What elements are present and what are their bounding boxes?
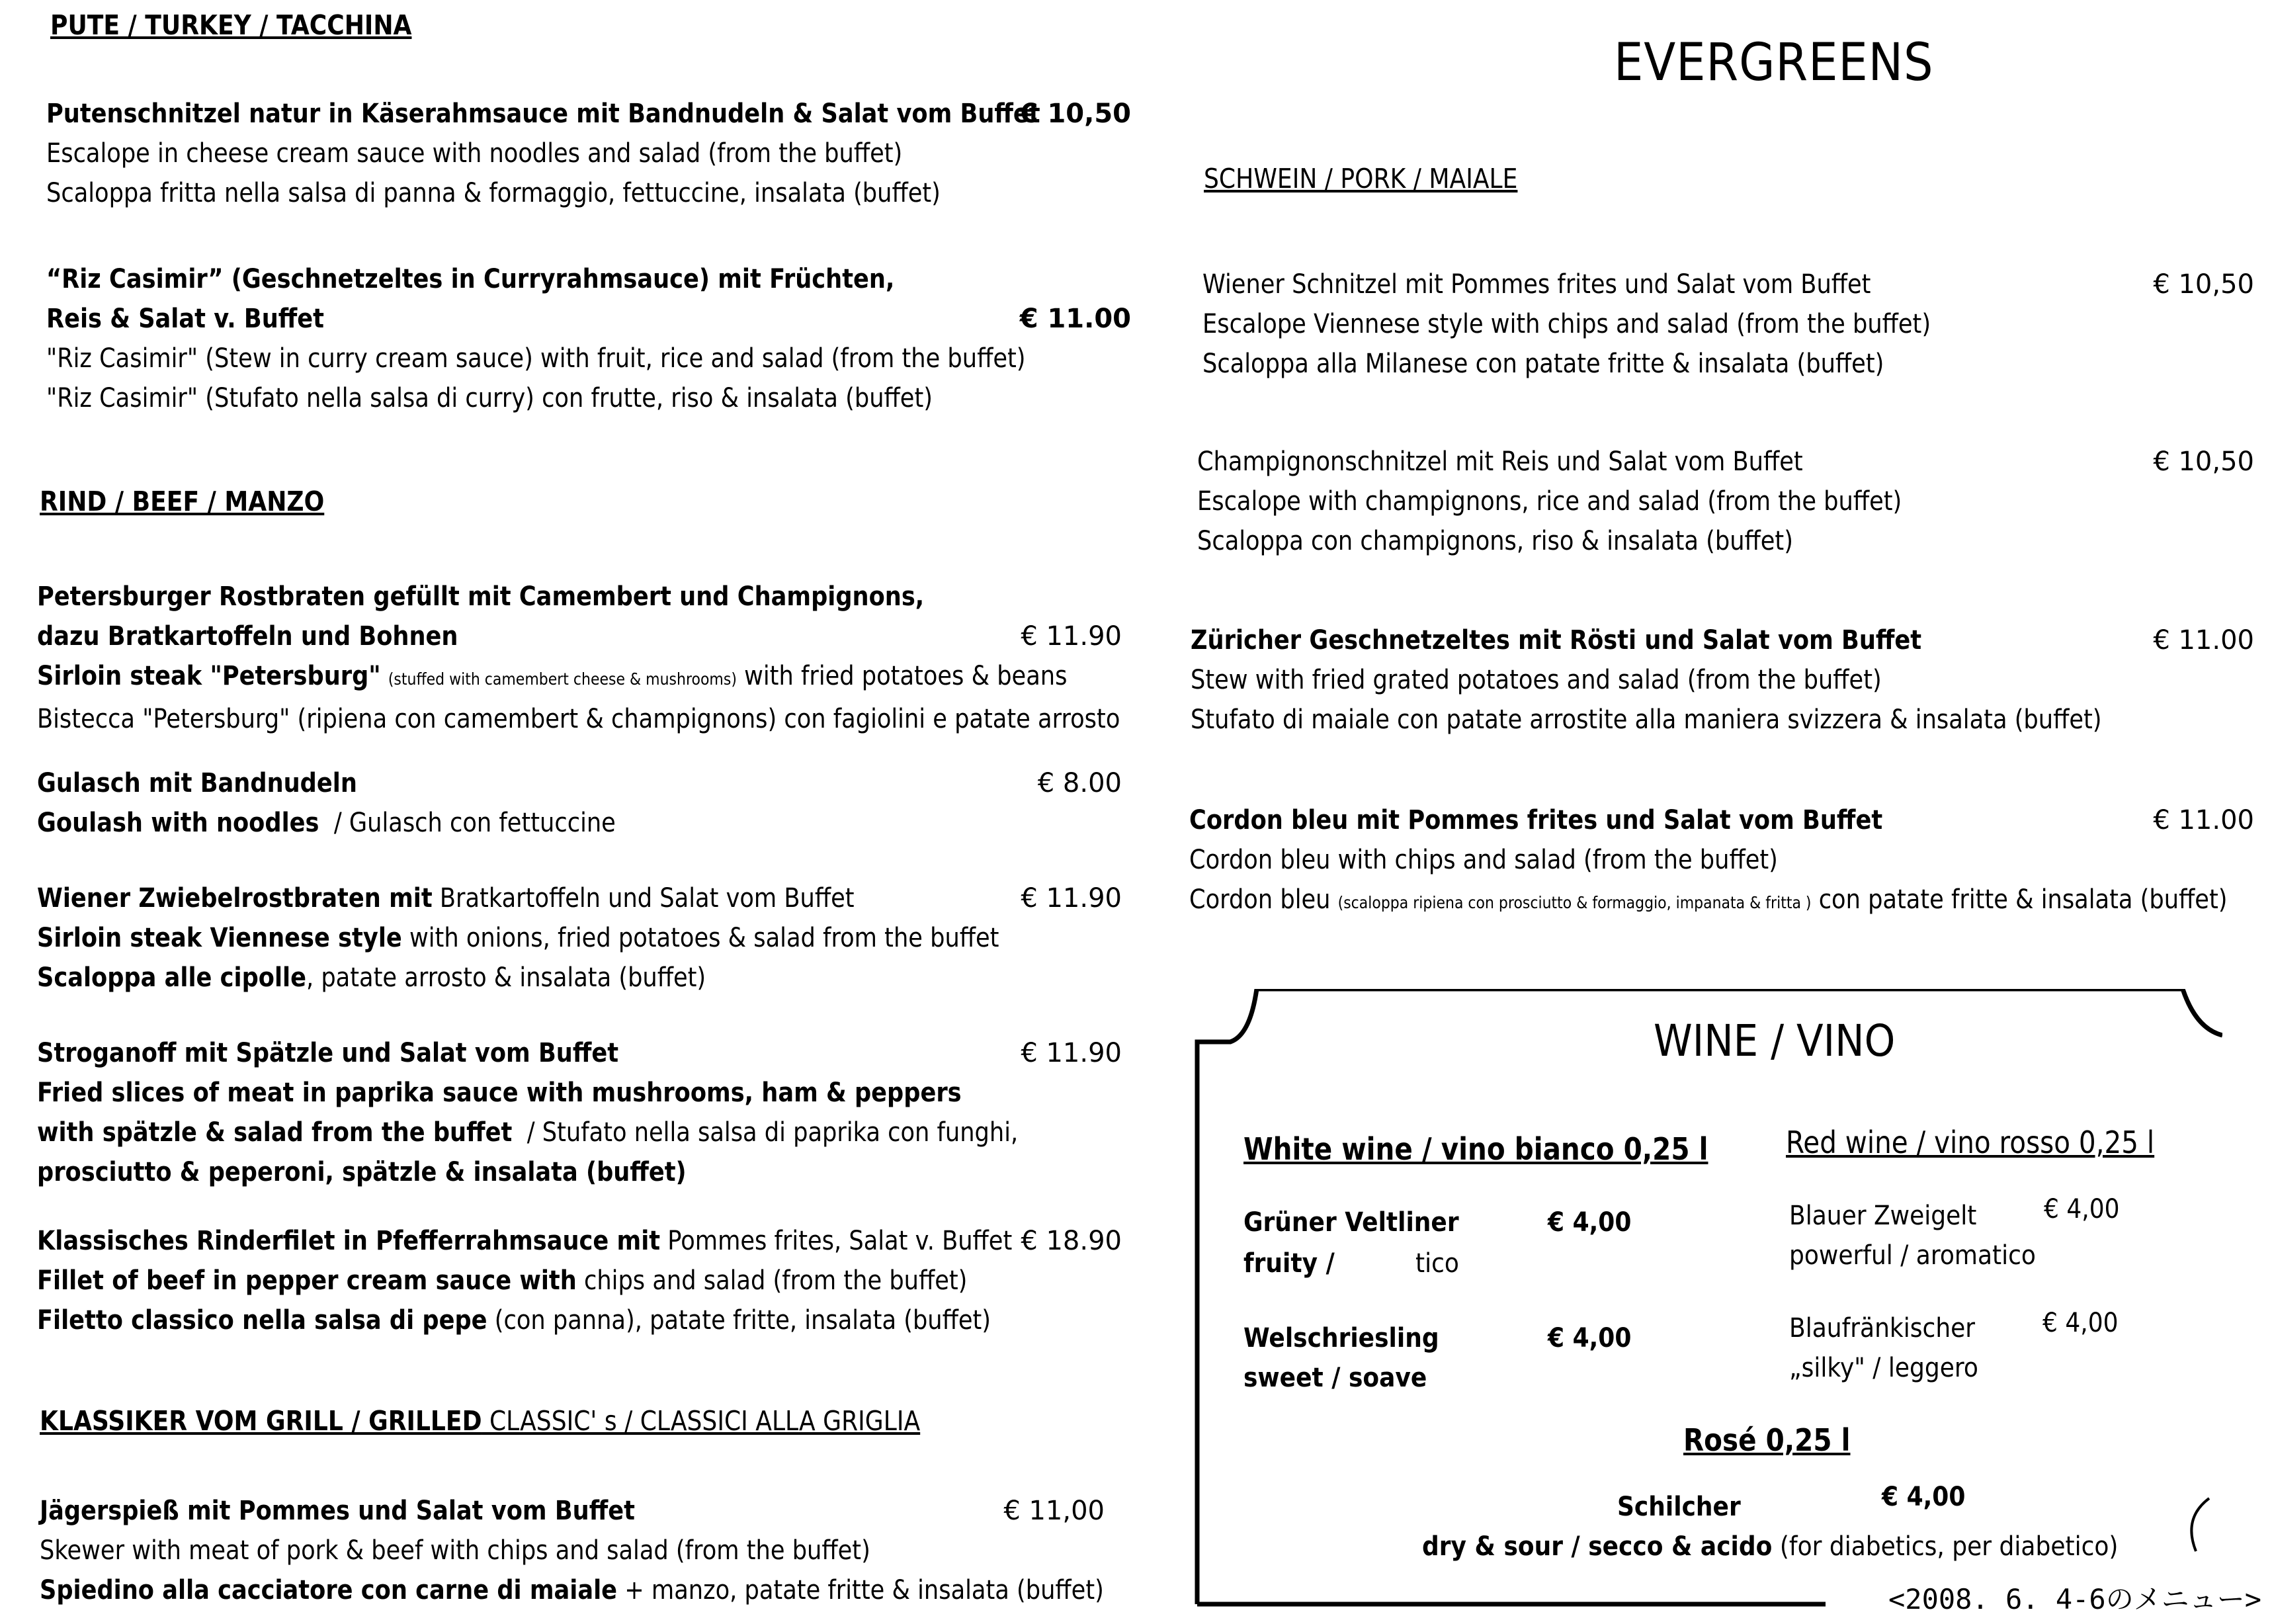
item-price: € 10,50: [1019, 99, 1131, 129]
item-desc-en-rest: with fried potatoes & beans: [744, 661, 1068, 691]
wine-name-schilcher: Schilcher: [1617, 1492, 1741, 1522]
menu-item-putenschnitzel: [46, 94, 1131, 213]
item-desc-en: [37, 656, 1068, 699]
rose-heading: Rosé 0,25 l: [1683, 1422, 1851, 1458]
item-desc-en: [37, 1261, 991, 1301]
item-desc-it-rest: (con panna), patate fritte, insalata (buffet): [494, 1305, 991, 1336]
item-title: [37, 1221, 1013, 1261]
item-title: Wiener Schnitzel mit Pommes frites und Salat vom Buffet: [1202, 269, 1871, 300]
wine-desc-schilcher-rest: (for diabetics, per diabetico): [1772, 1531, 2119, 1562]
item-desc-1: Fried slices of meat in paprika sauce with mushrooms, ham & peppers: [37, 1078, 962, 1108]
item-desc-en-rest: chips and salad (from the buffet): [584, 1265, 968, 1296]
item-desc-it: Stufato di maiale con patate arrostite alla maniera svizzera & insalata (buffet): [1191, 705, 2102, 735]
item-price: € 10,50: [2153, 447, 2254, 477]
item-price: € 8.00: [1037, 768, 1122, 798]
wine-box: [1191, 989, 2222, 1611]
item-price: € 18.90: [1021, 1226, 1122, 1256]
item-desc-en: Cordon bleu with chips and salad (from the buffet): [1189, 845, 1778, 875]
white-wine-heading: White wine / vino bianco 0,25 l: [1243, 1131, 1708, 1167]
item-desc-it-rest: , patate arrosto & insalata (buffet): [306, 962, 706, 993]
item-desc-en: "Riz Casimir" (Stew in curry cream sauce) with fruit, rice and salad (from the buffet): [46, 343, 1026, 374]
item-desc-it-bold: Filetto classico nella salsa di pepe: [37, 1305, 487, 1336]
item-desc-en-small: (stuffed with camembert cheese & mushrooms): [388, 669, 737, 689]
item-desc-2-rest: / Stufato nella salsa di paprika con funghi,: [526, 1117, 1019, 1148]
menu-item-petersburger: [37, 577, 1122, 739]
section-heading-pork: SCHWEIN / PORK / MAIALE: [1204, 163, 1518, 194]
wine-name-blauer-zweigelt: Blauer Zweigelt: [1789, 1201, 1977, 1231]
item-title-2: Reis & Salat v. Buffet: [46, 304, 325, 334]
wine-price-blaufraenkischer: € 4,00: [2042, 1308, 2119, 1338]
item-desc-it: [40, 1570, 1104, 1610]
section-beef: [40, 486, 1124, 517]
item-desc-it: [37, 958, 991, 998]
section-turkey: [50, 9, 1135, 41]
item-title: Putenschnitzel natur in Käserahmsauce mit Bandnudeln & Salat vom Buffet: [46, 99, 1040, 129]
item-desc-it-bold: Spiedino alla cacciatore con carne di maiale: [40, 1575, 618, 1605]
wine-desc-gruener-veltliner: fruity /: [1243, 1248, 1335, 1279]
section-heading-beef: RIND / BEEF / MANZO: [40, 486, 325, 517]
item-desc-bold: Goulash with noodles: [37, 808, 319, 838]
section-heading-grill: [40, 1405, 994, 1437]
item-desc-it-rest: con patate fritte & insalata (buffet): [1818, 884, 2228, 915]
item-desc-it: Scaloppa fritta nella salsa di panna & formaggio, fettuccine, insalata (buffet): [46, 178, 941, 208]
item-desc-it-small: (scaloppa ripiena con prosciutto & formaggio, impanata & fritta ): [1337, 893, 1812, 912]
item-desc-en-bold: Fillet of beef in pepper cream sauce with: [37, 1265, 577, 1296]
wine-desc-welschriesling: sweet / soave: [1243, 1363, 1427, 1393]
menu-item-gulasch: [37, 763, 1122, 843]
item-price: € 10,50: [2153, 269, 2254, 300]
menu-item-zwiebelrostbraten: [37, 878, 1122, 998]
item-desc-en: Stew with fried grated potatoes and salad (from the buffet): [1191, 665, 1882, 695]
wine-name-gruener-veltliner: Grüner Veltliner: [1243, 1207, 1459, 1238]
item-title: Petersburger Rostbraten gefüllt mit Camembert und Champignons,: [37, 581, 925, 612]
section-heading-grill-bold: KLASSIKER VOM GRILL / GRILLED: [40, 1405, 482, 1437]
item-desc-en: Escalope Viennese style with chips and salad (from the buffet): [1202, 309, 1931, 339]
item-desc-it: Bistecca "Petersburg" (ripiena con camembert & champignons) con fagiolini e patate arrosto: [37, 704, 1120, 734]
item-title: “Riz Casimir” (Geschnetzeltes in Curryrahmsauce) mit Früchten,: [46, 264, 895, 294]
wine-name-welschriesling: Welschriesling: [1243, 1323, 1439, 1353]
item-title: Jägerspieß mit Pommes und Salat vom Buffet: [40, 1496, 635, 1526]
item-desc: [37, 803, 991, 843]
item-desc-it-rest: + manzo, patate fritte & insalata (buffet): [624, 1575, 1104, 1605]
item-desc-en: Escalope with champignons, rice and salad (from the buffet): [1197, 486, 1902, 517]
item-price: € 11.00: [2153, 625, 2254, 656]
red-wine-heading: Red wine / vino rosso 0,25 l: [1786, 1125, 2155, 1160]
item-title-rest: Pommes frites, Salat v. Buffet: [667, 1226, 1013, 1256]
item-desc-en-bold: Sirloin steak Viennese style: [37, 923, 402, 953]
section-grill: [40, 1405, 1124, 1437]
item-price: € 11.90: [1021, 621, 1122, 652]
item-desc-it-start: Cordon bleu: [1189, 884, 1331, 915]
item-title: Stroganoff mit Spätzle und Salat vom Buffet: [37, 1038, 619, 1068]
menu-item-riz-casimir: [46, 259, 1131, 418]
item-title-bold: Klassisches Rinderfilet in Pfefferrahmsauce mit: [37, 1226, 661, 1256]
item-price: € 11.00: [1019, 304, 1131, 334]
item-title-2: dazu Bratkartoffeln und Bohnen: [37, 621, 458, 652]
item-price: € 11,00: [1003, 1496, 1105, 1526]
wine-desc-gruener-veltliner-2: tico: [1415, 1248, 1459, 1279]
item-desc-3: prosciutto & peperoni, spätzle & insalata (buffet): [37, 1157, 687, 1187]
footer-date-note: <2008. 6. 4-6のメニュー>: [1888, 1583, 2262, 1615]
menu-item-wiener-schnitzel: [1202, 265, 2254, 384]
wine-desc-blaufraenkischer: „silky" / leggero: [1789, 1353, 1978, 1383]
item-title: Züricher Geschnetzeltes mit Rösti und Salat vom Buffet: [1191, 625, 1922, 656]
wine-price-blauer-zweigelt: € 4,00: [2044, 1194, 2120, 1224]
item-title: Champignonschnitzel mit Reis und Salat vom Buffet: [1197, 447, 1803, 477]
menu-item-jaegerspiess: [40, 1491, 1105, 1610]
item-desc-it-bold: Scaloppa alle cipolle: [37, 962, 306, 993]
wine-desc-schilcher: [1422, 1531, 2118, 1562]
item-desc-it: [1189, 880, 2228, 923]
item-desc-en: Skewer with meat of pork & beef with chips and salad (from the buffet): [40, 1535, 870, 1566]
menu-item-champignonschnitzel: [1197, 442, 2254, 561]
item-desc-it: Scaloppa alla Milanese con patate fritte & insalata (buffet): [1202, 349, 1884, 379]
item-title-rest: Bratkartoffeln und Salat vom Buffet: [439, 883, 855, 914]
item-desc-en-bold: Sirloin steak "Petersburg": [37, 661, 381, 691]
section-heading-grill-rest: CLASSIC' s / CLASSICI ALLA GRIGLIA: [482, 1405, 921, 1437]
wine-desc-blauer-zweigelt: powerful / aromatico: [1789, 1240, 2036, 1271]
menu-item-zuericher-geschnetzeltes: [1191, 620, 2254, 740]
item-title: [37, 878, 991, 918]
item-price: € 11.00: [2153, 805, 2254, 835]
page-title-evergreens: EVERGREENS: [1614, 33, 1934, 93]
item-desc-2-bold: with spätzle & salad from the buffet: [37, 1117, 513, 1148]
wine-price-gruener-veltliner: € 4,00: [1548, 1207, 1632, 1238]
item-desc-it: [37, 1301, 991, 1340]
wine-price-welschriesling: € 4,00: [1548, 1323, 1632, 1353]
wine-price-schilcher: € 4,00: [1882, 1482, 1966, 1512]
wine-desc-schilcher-bold: dry & sour / secco & acido: [1422, 1531, 1773, 1562]
item-desc-it: Scaloppa con champignons, riso & insalata (buffet): [1197, 526, 1793, 556]
section-pork: [1204, 163, 1560, 194]
menu-item-stroganoff: [37, 1033, 1122, 1192]
item-title: Cordon bleu mit Pommes frites und Salat vom Buffet: [1189, 805, 1883, 835]
item-price: € 11.90: [1021, 1038, 1122, 1068]
wine-title: WINE / VINO: [1654, 1015, 1896, 1066]
item-desc-it: "Riz Casimir" (Stufato nella salsa di curry) con frutte, riso & insalata (buffet): [46, 383, 933, 413]
wine-name-blaufraenkischer: Blaufränkischer: [1789, 1313, 1976, 1344]
item-desc-en: [37, 918, 999, 958]
item-price: € 11.90: [1021, 883, 1122, 914]
menu-item-cordon-bleu: [1189, 800, 2254, 923]
section-heading-turkey: PUTE / TURKEY / TACCHINA: [50, 9, 412, 41]
item-desc-2: [37, 1113, 1019, 1152]
item-desc-en-rest: with onions, fried potatoes & salad from the buffet: [409, 923, 999, 953]
menu-item-rinderfilet: [37, 1221, 1122, 1340]
item-desc-rest: / Gulasch con fettuccine: [333, 808, 616, 838]
item-title-bold: Wiener Zwiebelrostbraten mit: [37, 883, 433, 914]
item-title: Gulasch mit Bandnudeln: [37, 768, 357, 798]
item-desc-en: Escalope in cheese cream sauce with noodles and salad (from the buffet): [46, 138, 903, 169]
